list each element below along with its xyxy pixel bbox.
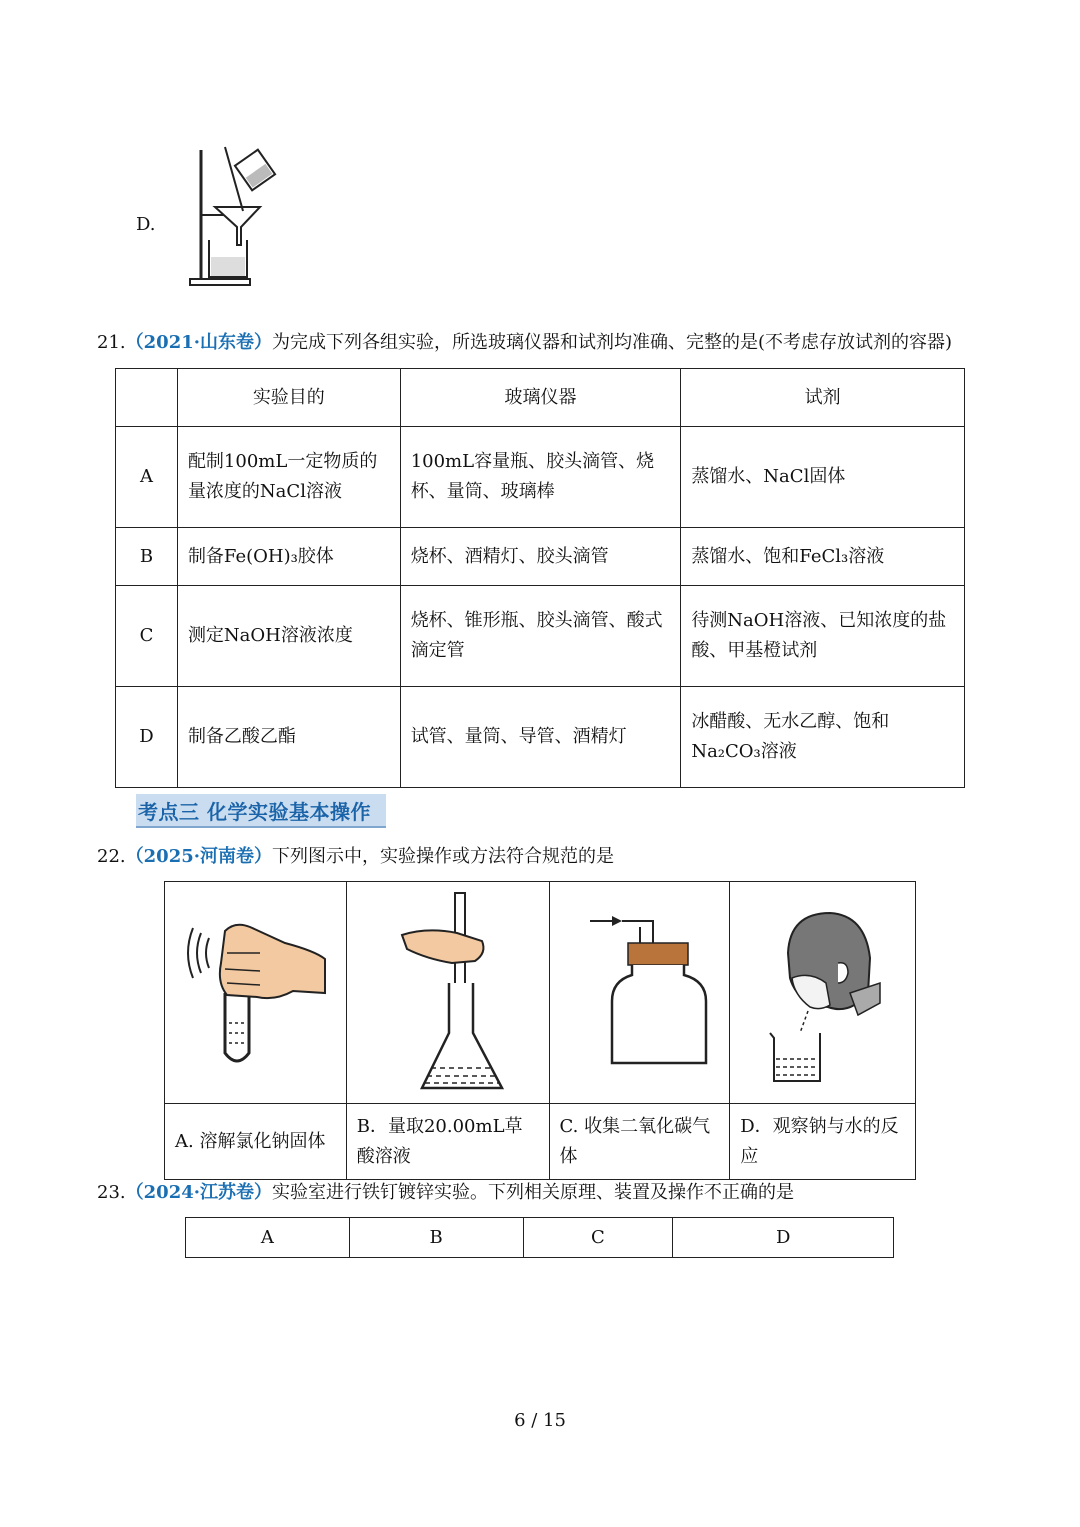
table-header-row: [186, 1218, 894, 1258]
question-21-table: [115, 368, 965, 788]
reagent-cell: 蒸馏水、NaCl固体: [681, 427, 965, 528]
purpose-cell: 配制100mL一定物质的量浓度的NaCl溶液: [177, 427, 400, 528]
table-header-row: [116, 369, 965, 427]
question-number: 23.: [97, 1182, 126, 1203]
table-row: [116, 586, 965, 687]
question-source: （2024·江苏卷）: [125, 1182, 273, 1203]
caption-cell: B．量取20.00mL草酸溶液: [346, 1104, 549, 1180]
gas-collection-bottle-figure: [550, 883, 729, 1103]
table-header-cell: [116, 369, 178, 427]
figure-row: [165, 882, 916, 1104]
reagent-cell: 冰醋酸、无水乙醇、饱和Na₂CO₃溶液: [681, 687, 965, 788]
glassware-cell: 烧杯、锥形瓶、胶头滴管、酸式滴定管: [400, 586, 681, 687]
section-title: 考点三 化学实验基本操作: [138, 800, 371, 824]
figure-cell: [549, 882, 730, 1104]
question-source: （2025·河南卷）: [125, 846, 273, 867]
glassware-cell: 烧杯、酒精灯、胶头滴管: [400, 528, 681, 586]
question-23-table: [185, 1217, 894, 1258]
figure-cell: [346, 882, 549, 1104]
question-text: 为完成下列各组实验，所选玻璃仪器和试剂均准确、完整的是(不考虑存放试剂的容器): [272, 332, 953, 353]
question-22-table: [164, 881, 916, 1180]
table-header-cell: 实验目的: [177, 369, 400, 427]
option-cell: C: [116, 586, 178, 687]
option-cell: A: [116, 427, 178, 528]
section-banner: [136, 794, 386, 828]
filtration-apparatus-figure: [185, 145, 280, 290]
option-cell: B: [116, 528, 178, 586]
question-number: 22.: [97, 846, 126, 867]
option-d-label: D.: [136, 214, 156, 235]
purpose-cell: 制备Fe(OH)₃胶体: [177, 528, 400, 586]
reagent-cell: 待测NaOH溶液、已知浓度的盐酸、甲基橙试剂: [681, 586, 965, 687]
purpose-cell: 测定NaOH溶液浓度: [177, 586, 400, 687]
question-number: 21.: [97, 332, 126, 353]
pipette-flask-figure: [347, 883, 548, 1103]
reagent-cell: 蒸馏水、饱和FeCl₃溶液: [681, 528, 965, 586]
observe-reaction-figure: [730, 883, 914, 1103]
table-header-cell: A: [186, 1218, 350, 1258]
caption-cell: D．观察钠与水的反应: [730, 1104, 916, 1180]
glassware-cell: 试管、量筒、导管、酒精灯: [400, 687, 681, 788]
option-cell: D: [116, 687, 178, 788]
figure-cell: [165, 882, 347, 1104]
question-text: 下列图示中，实验操作或方法符合规范的是: [272, 846, 615, 867]
table-row: [116, 427, 965, 528]
table-header-cell: B: [349, 1218, 523, 1258]
question-source: （2021·山东卷）: [125, 332, 273, 353]
caption-cell: A. 溶解氯化钠固体: [165, 1104, 347, 1180]
question-text: 实验室进行铁钉镀锌实验。下列相关原理、装置及操作不正确的是: [272, 1182, 795, 1203]
page-number: 6 / 15: [514, 1410, 566, 1431]
table-header-cell: 试剂: [681, 369, 965, 427]
question-21-stem: [97, 328, 952, 358]
table-header-cell: C: [523, 1218, 673, 1258]
figure-cell: [730, 882, 916, 1104]
question-22-stem: [97, 842, 614, 872]
glassware-cell: 100mL容量瓶、胶头滴管、烧杯、量筒、玻璃棒: [400, 427, 681, 528]
table-row: [116, 687, 965, 788]
shaking-test-tube-figure: [165, 883, 345, 1103]
question-23-stem: [97, 1178, 794, 1208]
table-row: [116, 528, 965, 586]
caption-cell: C. 收集二氧化碳气体: [549, 1104, 730, 1180]
table-header-cell: 玻璃仪器: [400, 369, 681, 427]
table-header-cell: D: [673, 1218, 894, 1258]
caption-row: [165, 1104, 916, 1180]
purpose-cell: 制备乙酸乙酯: [177, 687, 400, 788]
